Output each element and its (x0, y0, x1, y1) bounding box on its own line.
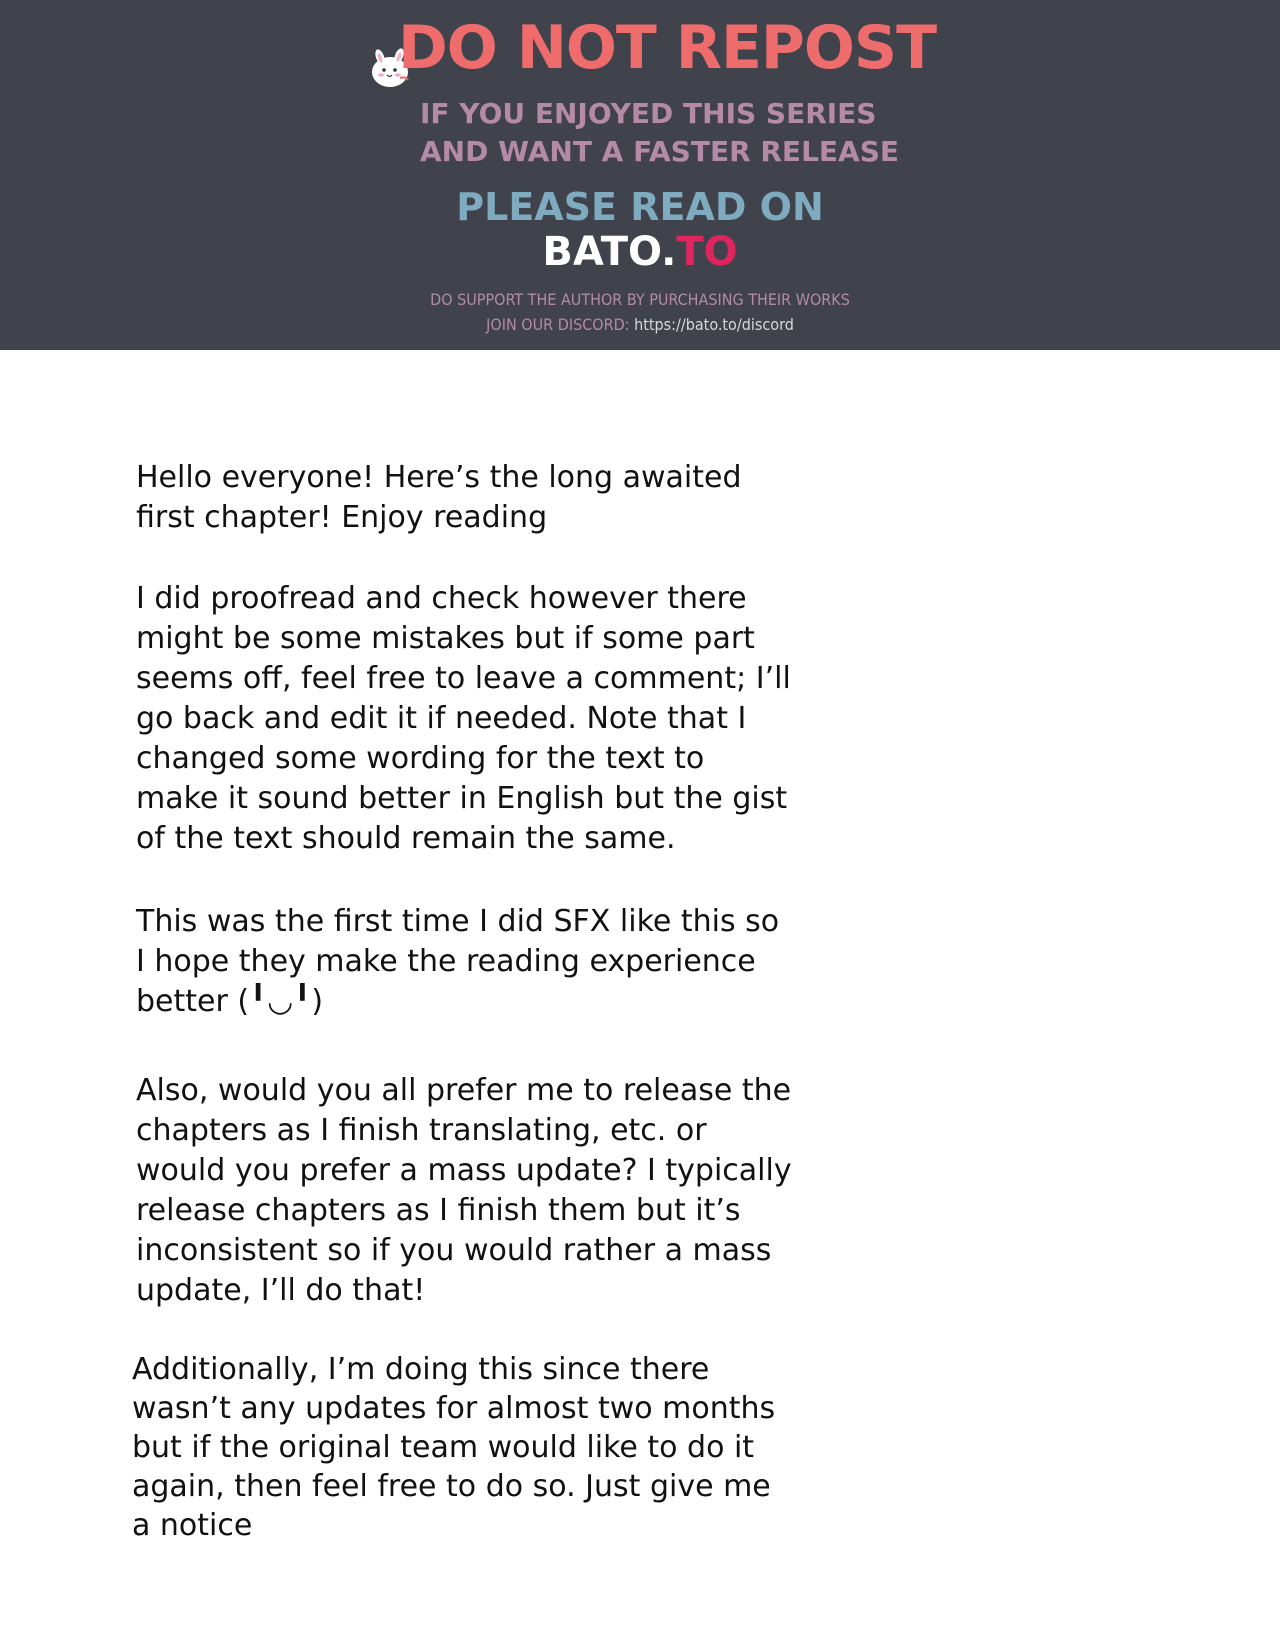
banner-line-1: IF YOU ENJOYED THIS SERIES (420, 97, 877, 130)
repost-warning-banner (0, 0, 1280, 350)
banner-line-2: AND WANT A FASTER RELEASE (420, 135, 899, 168)
site-name-tld: TO (676, 229, 738, 275)
do-not-repost-headline: DO NOT REPOST (398, 13, 937, 83)
note-paragraph-sfx: This was the first time I did SFX like this so I hope they make the reading experience better (╹◡╹) (136, 904, 780, 1019)
note-paragraph-original-team: Additionally, I’m doing this since there wasn’t any updates for almost two months but if the original team would like to do it again, then feel free to do so. Just give me a notice (132, 1352, 776, 1543)
discord-label: JOIN OUR DISCORD: (486, 315, 630, 334)
discord-line (420, 313, 860, 337)
support-author-note: DO SUPPORT THE AUTHOR BY PURCHASING THEIR WORKS (430, 290, 850, 309)
site-name-main: BATO. (542, 229, 677, 275)
site-name[interactable] (420, 228, 860, 276)
note-paragraph-proofread: I did proofread and check however there might be some mistakes but if some part seems off, feel free to leave a comment; I’ll go back and edit it if needed. Note that I changed some wording for the text to make it sound better in English but the gist of the text should remain the same. (136, 581, 791, 856)
discord-link[interactable]: https://bato.to/discord (634, 315, 794, 334)
please-read-on: PLEASE READ ON (456, 185, 824, 229)
note-paragraph-release-question: Also, would you all prefer me to release the chapters as I finish translating, etc. or would you prefer a mass update? I typically release chapters as I finish them but it’s inconsistent so if you would rather a mass update, I’ll do that! (136, 1073, 792, 1308)
note-paragraph-greeting: Hello everyone! Here’s the long awaited first chapter! Enjoy reading (136, 460, 742, 535)
